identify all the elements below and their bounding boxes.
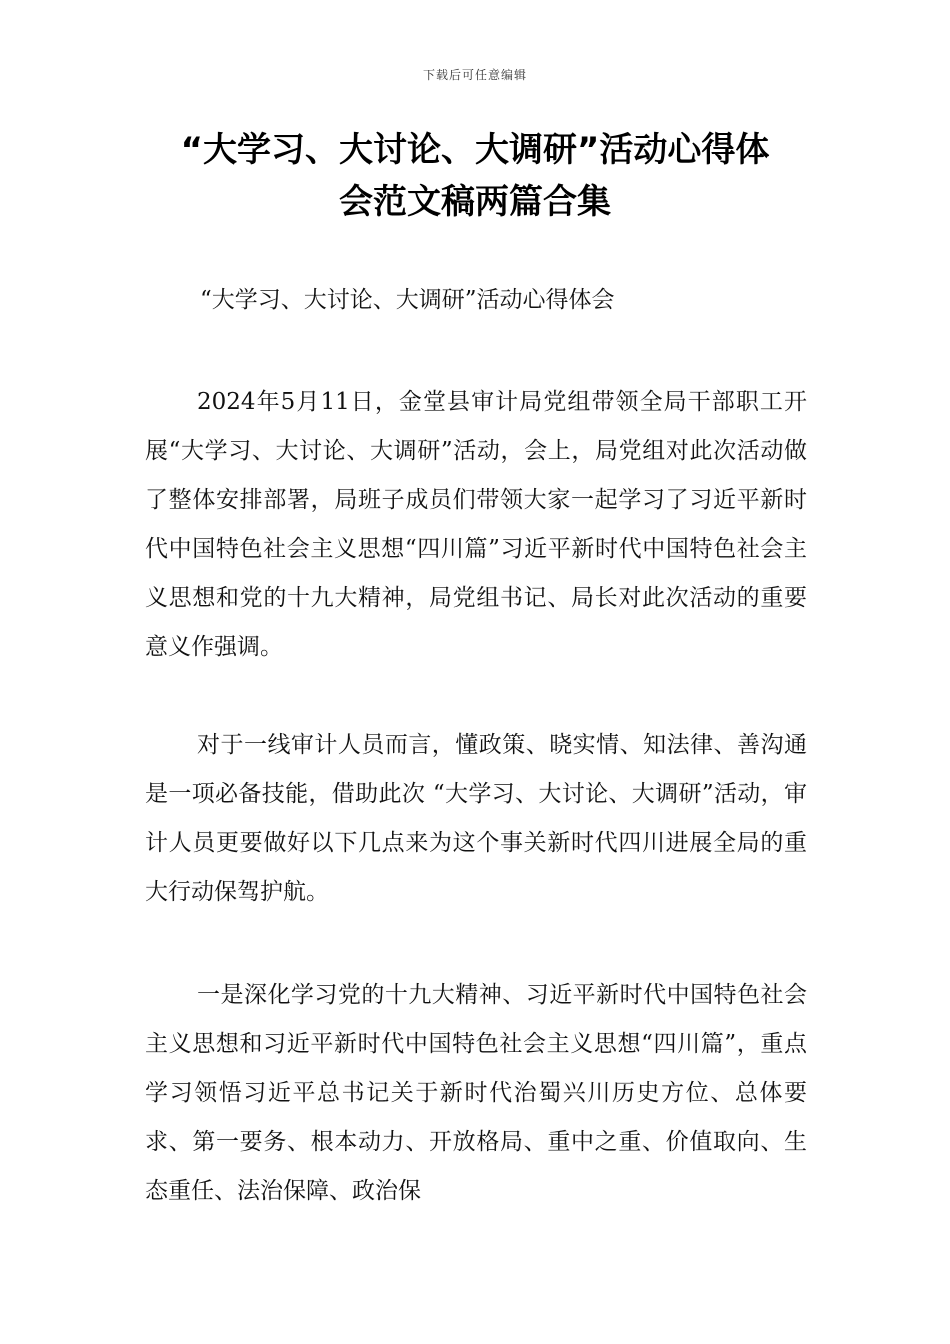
- document-title: [145, 124, 805, 228]
- section-subtitle: “大学习、大讨论、大调研”活动心得体会: [200, 287, 615, 313]
- header-note: 下载后可任意编辑: [422, 68, 527, 82]
- paragraph-2: 对于一线审计人员而言，懂政策、晓实情、知法律、善沟通是一项必备技能，借助此次 “大学习、大讨论、大调研”活动，审计人员更要做好以下几点来为这个事关新时代四川进展全局的重大行动保驾护航。: [145, 732, 807, 905]
- paragraph-3: 一是深化学习党的十九大精神、习近平新时代中国特色社会主义思想和习近平新时代中国特色社会主义思想“四川篇”，重点学习领悟习近平总书记关于新时代治蜀兴川历史方位、总体要求、第一要务、根本动力、开放格局、重中之重、价值取向、生态重任、法治保障、政治保: [145, 982, 807, 1204]
- title-line-1: “大学习、大讨论、大调研”活动心得体: [180, 130, 770, 170]
- paragraph-1: 2024年5月11日，金堂县审计局党组带领全局干部职工开展“大学习、大讨论、大调研”活动，会上，局党组对此次活动做了整体安排部署，局班子成员们带领大家一起学习了习近平新时代中国特色社会主义思想“四川篇”习近平新时代中国特色社会主义思想和党的十九大精神，局党组书记、局长对此次活动的重要意义作强调。: [145, 389, 807, 660]
- title-line-2: 会范文稿两篇合集: [339, 182, 611, 222]
